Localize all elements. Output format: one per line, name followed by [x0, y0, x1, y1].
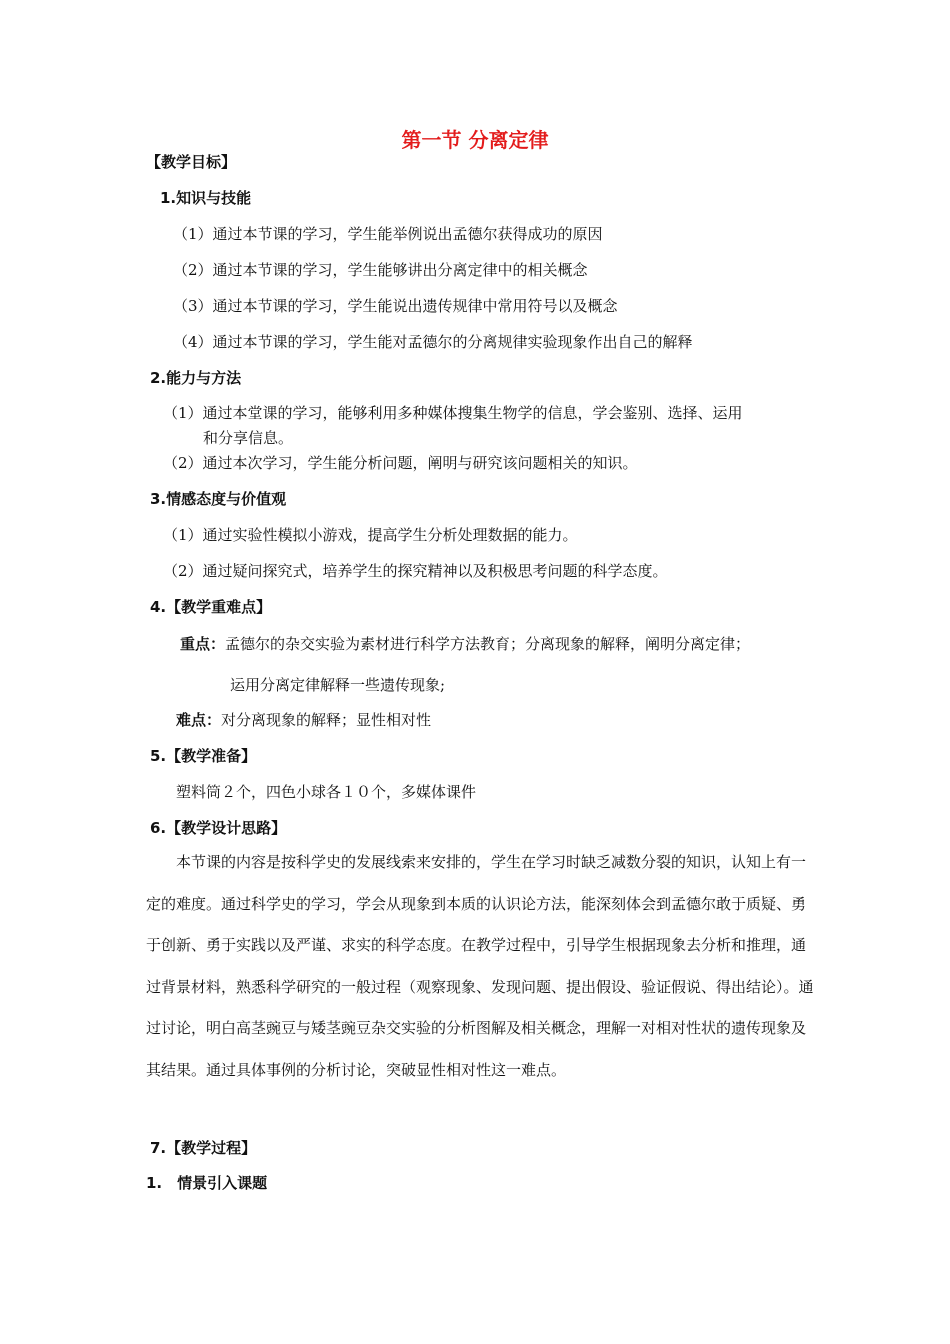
section-3-heading: 3.情感态度与价值观 [150, 490, 287, 508]
key-point-line [180, 634, 750, 654]
section-2-item-continuation: 和分享信息。 [203, 429, 294, 447]
section-2-heading: 2.能力与方法 [150, 369, 242, 387]
section-1-item: （3）通过本节课的学习，学生能说出遗传规律中常用符号以及概念 [173, 297, 618, 315]
difficulty-text: 对分离现象的解释；显性相对性 [221, 711, 432, 729]
section-3-item: （2）通过疑问探究式，培养学生的探究精神以及积极思考问题的科学态度。 [163, 562, 668, 580]
section-2-item: （2）通过本次学习，学生能分析问题，阐明与研究该问题相关的知识。 [163, 454, 638, 472]
section-2-item: （1）通过本堂课的学习，能够利用多种媒体搜集生物学的信息，学会鉴别、选择、运用 [163, 404, 743, 422]
section-6-heading: 6.【教学设计思路】 [150, 819, 287, 837]
section-1-item: （2）通过本节课的学习，学生能够讲出分离定律中的相关概念 [173, 261, 588, 279]
key-point-label: 重点： [180, 635, 226, 653]
section-3-item: （1）通过实验性模拟小游戏，提高学生分析处理数据的能力。 [163, 526, 578, 544]
key-point-text: 孟德尔的杂交实验为素材进行科学方法教育；分离现象的解释，阐明分离定律； [225, 635, 751, 653]
section-1-heading: 1.知识与技能 [160, 189, 252, 207]
difficulty-line [176, 710, 431, 730]
section-5-text: 塑料筒２个，四色小球各１０个，多媒体课件 [176, 783, 477, 801]
section-1-item: （1）通过本节课的学习，学生能举例说出孟德尔获得成功的原因 [173, 225, 603, 243]
section-4-heading: 4.【教学重难点】 [150, 598, 272, 616]
document-title: 第一节 分离定律 [401, 128, 549, 152]
objectives-heading: 【教学目标】 [146, 153, 237, 171]
section-6-paragraph [146, 842, 814, 1091]
section-6-paragraph-text: 本节课的内容是按科学史的发展线索来安排的，学生在学习时缺乏减数分裂的知识，认知上有一定的难度。通过科学史的学习，学会从现象到本质的认识论方法，能深刻体会到孟德尔敢于质疑、勇于创新、勇于实践以及严谨、求实的科学态度。在教学过程中，引导学生根据现象去分析和推理，通过背景材料，熟悉科学研究的一般过程（观察现象、发现问题、提出假设、验证假说、得出结论）。通过讨论，明白高茎豌豆与矮茎豌豆杂交实验的分析图解及相关概念，理解一对相对性状的遗传现象及其结果。通过具体事例的分析讨论，突破显性相对性这一难点。 [146, 853, 814, 1079]
key-point-continuation: 运用分离定律解释一些遗传现象; [230, 676, 446, 694]
section-7-heading: 7.【教学过程】 [150, 1139, 257, 1157]
section-1-item: （4）通过本节课的学习，学生能对孟德尔的分离规律实验现象作出自己的解释 [173, 333, 693, 351]
section-7-subheading: 1. 情景引入课题 [146, 1174, 268, 1192]
difficulty-label: 难点： [176, 711, 222, 729]
section-5-heading: 5.【教学准备】 [150, 747, 257, 765]
